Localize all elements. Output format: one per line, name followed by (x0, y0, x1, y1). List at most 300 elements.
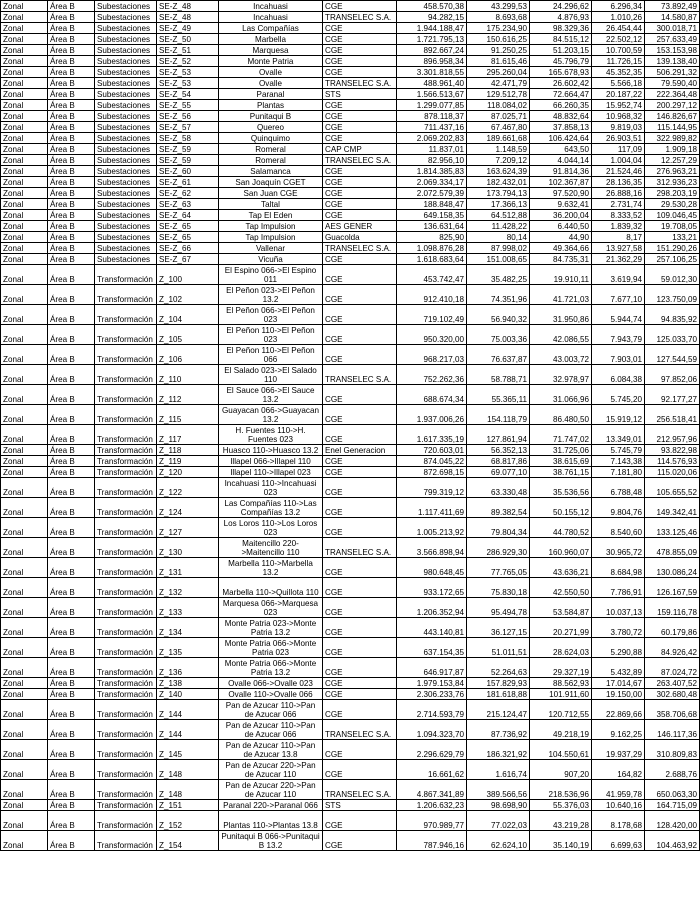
value-5-cell: 93.822,98 (645, 445, 700, 456)
segment-cell: Transformación (95, 345, 157, 365)
value-4-cell: 7.903,01 (592, 345, 645, 365)
company-cell: STS (323, 89, 397, 100)
value-2-cell: 52.264,63 (467, 658, 530, 678)
table-row (1, 133, 700, 144)
value-1-cell: 136.631,64 (397, 221, 467, 232)
value-4-cell: 45.352,35 (592, 67, 645, 78)
segment-cell: Transformación (95, 700, 157, 720)
facility-cell: Tap Impulsion (219, 232, 323, 243)
facility-cell: Guayacan 066->Guayacan 13.2 (219, 405, 323, 425)
facility-cell: Quinquimo (219, 133, 323, 144)
value-1-cell: 11.837,01 (397, 144, 467, 155)
code-cell: SE-Z_50 (157, 34, 219, 45)
value-1-cell: 1.299.077,85 (397, 100, 467, 111)
value-1-cell: 980.648,45 (397, 558, 467, 578)
segment-cell: Subestaciones (95, 1, 157, 12)
value-3-cell: 907,20 (530, 760, 592, 780)
facility-cell: Romeral (219, 155, 323, 166)
value-2-cell: 75.830,18 (467, 578, 530, 598)
value-4-cell: 21.362,29 (592, 254, 645, 265)
value-1-cell: 1.098.876,28 (397, 243, 467, 254)
system-cell: Zonal (1, 578, 48, 598)
value-4-cell: 5.432,89 (592, 658, 645, 678)
value-4-cell: 6.084,38 (592, 365, 645, 385)
system-cell: Zonal (1, 831, 48, 851)
table-row (1, 111, 700, 122)
table-row (1, 498, 700, 518)
area-cell: Área B (48, 144, 95, 155)
segment-cell: Subestaciones (95, 133, 157, 144)
area-cell: Área B (48, 689, 95, 700)
table-row (1, 760, 700, 780)
system-cell: Zonal (1, 700, 48, 720)
segment-cell: Transformación (95, 498, 157, 518)
table-row (1, 221, 700, 232)
system-cell: Zonal (1, 811, 48, 831)
code-cell: Z_120 (157, 467, 219, 478)
system-cell: Zonal (1, 210, 48, 221)
value-5-cell: 115.144,95 (645, 122, 700, 133)
value-2-cell: 7.209,12 (467, 155, 530, 166)
area-cell: Área B (48, 760, 95, 780)
company-cell: CGE (323, 122, 397, 133)
area-cell: Área B (48, 155, 95, 166)
table-row (1, 155, 700, 166)
system-cell: Zonal (1, 720, 48, 740)
facility-cell: San Juan CGE (219, 188, 323, 199)
code-cell: Z_127 (157, 518, 219, 538)
value-1-cell: 787.946,16 (397, 831, 467, 851)
code-cell: SE-Z_59 (157, 144, 219, 155)
facility-cell: Marbella 110->Quillota 110 (219, 578, 323, 598)
value-5-cell: 109.046,45 (645, 210, 700, 221)
facility-cell: Monte Patria 066->Monte Patria 13.2 (219, 658, 323, 678)
code-cell: Z_106 (157, 345, 219, 365)
value-5-cell: 12.257,29 (645, 155, 700, 166)
value-5-cell: 650.063,30 (645, 780, 700, 800)
value-4-cell: 28.136,35 (592, 177, 645, 188)
table-row (1, 89, 700, 100)
facility-cell: Marbella 110->Marbella 13.2 (219, 558, 323, 578)
code-cell: SE-Z_58 (157, 133, 219, 144)
value-2-cell: 63.330,48 (467, 478, 530, 498)
table-row (1, 199, 700, 210)
value-2-cell: 55.365,11 (467, 385, 530, 405)
facility-cell: Maitencillo 220->Maitencillo 110 (219, 538, 323, 558)
value-3-cell: 102.367,87 (530, 177, 592, 188)
segment-cell: Subestaciones (95, 67, 157, 78)
value-3-cell: 104.550,61 (530, 740, 592, 760)
segment-cell: Subestaciones (95, 78, 157, 89)
value-3-cell: 31.950,86 (530, 305, 592, 325)
value-3-cell: 43.636,21 (530, 558, 592, 578)
value-4-cell: 22.869,66 (592, 700, 645, 720)
facility-cell: El Peñon 066->El Peñon 023 (219, 305, 323, 325)
facility-cell: Ovalle 110->Ovalle 066 (219, 689, 323, 700)
system-cell: Zonal (1, 285, 48, 305)
segment-cell: Subestaciones (95, 23, 157, 34)
value-2-cell: 186.321,92 (467, 740, 530, 760)
value-1-cell: 1.721.795,13 (397, 34, 467, 45)
value-1-cell: 1.814.385,83 (397, 166, 467, 177)
segment-cell: Transformación (95, 445, 157, 456)
code-cell: Z_152 (157, 811, 219, 831)
value-1-cell: 711.437,16 (397, 122, 467, 133)
facility-cell: Romeral (219, 144, 323, 155)
value-3-cell: 106.424,64 (530, 133, 592, 144)
facility-cell: Illapel 110->Illapel 023 (219, 467, 323, 478)
table-row (1, 122, 700, 133)
area-cell: Área B (48, 232, 95, 243)
value-5-cell: 146.826,67 (645, 111, 700, 122)
table-row (1, 740, 700, 760)
code-cell: Z_145 (157, 740, 219, 760)
value-2-cell: 87.736,92 (467, 720, 530, 740)
value-4-cell: 5.290,88 (592, 638, 645, 658)
facility-cell: Plantas (219, 100, 323, 111)
value-1-cell: 646.917,87 (397, 658, 467, 678)
value-2-cell: 79.804,34 (467, 518, 530, 538)
value-3-cell: 42.086,55 (530, 325, 592, 345)
system-cell: Zonal (1, 34, 48, 45)
table-row (1, 78, 700, 89)
value-2-cell: 182.432,01 (467, 177, 530, 188)
area-cell: Área B (48, 188, 95, 199)
segment-cell: Transformación (95, 720, 157, 740)
company-cell: CGE (323, 345, 397, 365)
segment-cell: Transformación (95, 811, 157, 831)
value-2-cell: 77.022,03 (467, 811, 530, 831)
value-4-cell: 164,82 (592, 760, 645, 780)
facility-cell: Ovalle (219, 67, 323, 78)
facility-cell: Ovalle 066->Ovalle 023 (219, 678, 323, 689)
area-cell: Área B (48, 305, 95, 325)
system-cell: Zonal (1, 618, 48, 638)
value-3-cell: 38.761,15 (530, 467, 592, 478)
system-cell: Zonal (1, 678, 48, 689)
value-5-cell: 94.835,92 (645, 305, 700, 325)
facility-cell: Vallenar (219, 243, 323, 254)
value-1-cell: 1.618.683,64 (397, 254, 467, 265)
facility-cell: Pan de Azucar 220->Pan de Azucar 110 (219, 760, 323, 780)
value-1-cell: 2.069.202,83 (397, 133, 467, 144)
system-cell: Zonal (1, 598, 48, 618)
value-3-cell: 51.203,15 (530, 45, 592, 56)
value-5-cell: 127.544,59 (645, 345, 700, 365)
system-cell: Zonal (1, 177, 48, 188)
value-3-cell: 88.562,93 (530, 678, 592, 689)
code-cell: Z_151 (157, 800, 219, 811)
value-1-cell: 1.206.632,23 (397, 800, 467, 811)
value-5-cell: 322.989,82 (645, 133, 700, 144)
segment-cell: Subestaciones (95, 177, 157, 188)
table-row (1, 618, 700, 638)
value-3-cell: 643,50 (530, 144, 592, 155)
value-3-cell: 101.911,60 (530, 689, 592, 700)
company-cell: CGE (323, 325, 397, 345)
value-1-cell: 933.172,65 (397, 578, 467, 598)
area-cell: Área B (48, 345, 95, 365)
system-cell: Zonal (1, 144, 48, 155)
value-4-cell: 10.968,32 (592, 111, 645, 122)
value-3-cell: 120.712,55 (530, 700, 592, 720)
value-3-cell: 84.515,12 (530, 34, 592, 45)
table-row (1, 365, 700, 385)
value-5-cell: 1.909,18 (645, 144, 700, 155)
segment-cell: Transformación (95, 658, 157, 678)
value-1-cell: 649.158,35 (397, 210, 467, 221)
segment-cell: Subestaciones (95, 56, 157, 67)
system-cell: Zonal (1, 67, 48, 78)
area-cell: Área B (48, 598, 95, 618)
area-cell: Área B (48, 456, 95, 467)
table-row (1, 144, 700, 155)
code-cell: Z_115 (157, 405, 219, 425)
area-cell: Área B (48, 34, 95, 45)
area-cell: Área B (48, 1, 95, 12)
area-cell: Área B (48, 445, 95, 456)
segment-cell: Subestaciones (95, 34, 157, 45)
area-cell: Área B (48, 199, 95, 210)
value-4-cell: 9.162,25 (592, 720, 645, 740)
value-3-cell: 44,90 (530, 232, 592, 243)
value-3-cell: 49.218,19 (530, 720, 592, 740)
value-3-cell: 55.376,03 (530, 800, 592, 811)
system-cell: Zonal (1, 478, 48, 498)
table-row (1, 638, 700, 658)
segment-cell: Transformación (95, 800, 157, 811)
facility-cell: Pan de Azucar 110->Pan de Azucar 066 (219, 700, 323, 720)
segment-cell: Transformación (95, 456, 157, 467)
value-5-cell: 478.855,09 (645, 538, 700, 558)
company-cell: CGE (323, 111, 397, 122)
code-cell: Z_154 (157, 831, 219, 851)
value-5-cell: 133.125,46 (645, 518, 700, 538)
value-4-cell: 15.952,74 (592, 100, 645, 111)
system-cell: Zonal (1, 467, 48, 478)
system-cell: Zonal (1, 155, 48, 166)
value-5-cell: 92.177,27 (645, 385, 700, 405)
area-cell: Área B (48, 265, 95, 285)
value-2-cell: 89.382,54 (467, 498, 530, 518)
system-cell: Zonal (1, 45, 48, 56)
table-row (1, 456, 700, 467)
table-row (1, 658, 700, 678)
value-2-cell: 151.008,65 (467, 254, 530, 265)
facility-cell: Salamanca (219, 166, 323, 177)
value-1-cell: 688.674,34 (397, 385, 467, 405)
value-3-cell: 24.296,62 (530, 1, 592, 12)
area-cell: Área B (48, 56, 95, 67)
value-2-cell: 17.366,13 (467, 199, 530, 210)
table-row (1, 166, 700, 177)
facility-cell: Paranal 220->Paranal 066 (219, 800, 323, 811)
company-cell: CGE (323, 265, 397, 285)
value-4-cell: 11.726,15 (592, 56, 645, 67)
company-cell: CGE (323, 23, 397, 34)
value-3-cell: 31.725,06 (530, 445, 592, 456)
system-cell: Zonal (1, 23, 48, 34)
area-cell: Área B (48, 558, 95, 578)
area-cell: Área B (48, 740, 95, 760)
value-2-cell: 64.512,88 (467, 210, 530, 221)
segment-cell: Transformación (95, 518, 157, 538)
company-cell: CAP CMP (323, 144, 397, 155)
value-2-cell: 87.998,02 (467, 243, 530, 254)
table-row (1, 265, 700, 285)
facility-cell: Paranal (219, 89, 323, 100)
value-2-cell: 42.471,79 (467, 78, 530, 89)
value-3-cell: 71.747,02 (530, 425, 592, 445)
code-cell: SE-Z_59 (157, 155, 219, 166)
company-cell: CGE (323, 285, 397, 305)
table-row (1, 558, 700, 578)
value-4-cell: 5.745,79 (592, 445, 645, 456)
value-3-cell: 35.536,56 (530, 478, 592, 498)
code-cell: SE-Z_54 (157, 89, 219, 100)
facility-cell: El Espino 066->El Espino 011 (219, 265, 323, 285)
company-cell: TRANSELEC S.A. (323, 720, 397, 740)
company-cell: TRANSELEC S.A. (323, 538, 397, 558)
code-cell: SE-Z_65 (157, 232, 219, 243)
value-3-cell: 50.155,12 (530, 498, 592, 518)
table-row (1, 467, 700, 478)
area-cell: Área B (48, 700, 95, 720)
segment-cell: Subestaciones (95, 100, 157, 111)
segment-cell: Subestaciones (95, 45, 157, 56)
table-row (1, 720, 700, 740)
company-cell: STS (323, 800, 397, 811)
facility-cell: Tap Impulsion (219, 221, 323, 232)
area-cell: Área B (48, 638, 95, 658)
segment-cell: Transformación (95, 405, 157, 425)
value-1-cell: 1.566.513,67 (397, 89, 467, 100)
table-row (1, 425, 700, 445)
table-row (1, 177, 700, 188)
table-row (1, 34, 700, 45)
area-cell: Área B (48, 133, 95, 144)
area-cell: Área B (48, 325, 95, 345)
system-cell: Zonal (1, 265, 48, 285)
company-cell: CGE (323, 34, 397, 45)
code-cell: Z_122 (157, 478, 219, 498)
company-cell: CGE (323, 638, 397, 658)
area-cell: Área B (48, 221, 95, 232)
code-cell: Z_105 (157, 325, 219, 345)
facility-cell: Las Compañías 110->Las Compañías 13.2 (219, 498, 323, 518)
code-cell: Z_124 (157, 498, 219, 518)
table-row (1, 578, 700, 598)
value-1-cell: 1.206.352,94 (397, 598, 467, 618)
system-cell: Zonal (1, 325, 48, 345)
value-4-cell: 26.888,16 (592, 188, 645, 199)
value-5-cell: 114.576,93 (645, 456, 700, 467)
value-3-cell: 36.200,04 (530, 210, 592, 221)
code-cell: Z_144 (157, 720, 219, 740)
value-5-cell: 298.203,19 (645, 188, 700, 199)
table-row (1, 1, 700, 12)
value-3-cell: 53.584,87 (530, 598, 592, 618)
facility-cell: Incahuasi 110->Incahuasi 023 (219, 478, 323, 498)
value-2-cell: 98.698,90 (467, 800, 530, 811)
value-2-cell: 68.817,86 (467, 456, 530, 467)
code-cell: Z_148 (157, 780, 219, 800)
code-cell: SE-Z_60 (157, 166, 219, 177)
value-1-cell: 1.944.188,47 (397, 23, 467, 34)
value-2-cell: 56.352,13 (467, 445, 530, 456)
value-2-cell: 163.624,39 (467, 166, 530, 177)
value-5-cell: 257.106,25 (645, 254, 700, 265)
facility-cell: Taltal (219, 199, 323, 210)
facility-cell: Pan de Azucar 110->Pan de Azucar 13.8 (219, 740, 323, 760)
table-row (1, 385, 700, 405)
facility-cell: Monte Patria 023->Monte Patria 13.2 (219, 618, 323, 638)
value-1-cell: 892.667,24 (397, 45, 467, 56)
value-3-cell: 32.978,97 (530, 365, 592, 385)
company-cell: CGE (323, 405, 397, 425)
company-cell: CGE (323, 831, 397, 851)
company-cell: CGE (323, 598, 397, 618)
value-5-cell: 164.715,09 (645, 800, 700, 811)
segment-cell: Transformación (95, 538, 157, 558)
value-5-cell: 130.086,24 (645, 558, 700, 578)
value-4-cell: 9.804,76 (592, 498, 645, 518)
value-5-cell: 149.342,41 (645, 498, 700, 518)
code-cell: SE-Z_65 (157, 221, 219, 232)
value-5-cell: 159.116,78 (645, 598, 700, 618)
value-4-cell: 15.919,12 (592, 405, 645, 425)
value-5-cell: 123.750,09 (645, 285, 700, 305)
table-row (1, 12, 700, 23)
company-cell: CGE (323, 425, 397, 445)
facility-cell: H. Fuentes 110->H. Fuentes 023 (219, 425, 323, 445)
value-5-cell: 125.033,70 (645, 325, 700, 345)
value-3-cell: 28.624,03 (530, 638, 592, 658)
value-1-cell: 719.102,49 (397, 305, 467, 325)
value-1-cell: 488.961,40 (397, 78, 467, 89)
system-cell: Zonal (1, 122, 48, 133)
area-cell: Área B (48, 467, 95, 478)
value-1-cell: 1.979.153,84 (397, 678, 467, 689)
area-cell: Área B (48, 478, 95, 498)
value-1-cell: 16.661,62 (397, 760, 467, 780)
company-cell: CGE (323, 811, 397, 831)
segment-cell: Subestaciones (95, 254, 157, 265)
company-cell: TRANSELEC S.A. (323, 243, 397, 254)
code-cell: Z_102 (157, 285, 219, 305)
value-2-cell: 154.118,79 (467, 405, 530, 425)
area-cell: Área B (48, 425, 95, 445)
value-5-cell: 151.290,26 (645, 243, 700, 254)
value-2-cell: 157.829,93 (467, 678, 530, 689)
segment-cell: Transformación (95, 325, 157, 345)
segment-cell: Transformación (95, 618, 157, 638)
value-3-cell: 97.520,90 (530, 188, 592, 199)
value-1-cell: 912.410,18 (397, 285, 467, 305)
value-1-cell: 443.140,81 (397, 618, 467, 638)
value-2-cell: 1.616,74 (467, 760, 530, 780)
value-1-cell: 799.319,12 (397, 478, 467, 498)
system-cell: Zonal (1, 658, 48, 678)
company-cell: CGE (323, 618, 397, 638)
value-4-cell: 30.965,72 (592, 538, 645, 558)
value-4-cell: 1.004,04 (592, 155, 645, 166)
facility-cell: Marquesa (219, 45, 323, 56)
system-cell: Zonal (1, 498, 48, 518)
value-4-cell: 5.745,20 (592, 385, 645, 405)
area-cell: Área B (48, 538, 95, 558)
company-cell: CGE (323, 188, 397, 199)
